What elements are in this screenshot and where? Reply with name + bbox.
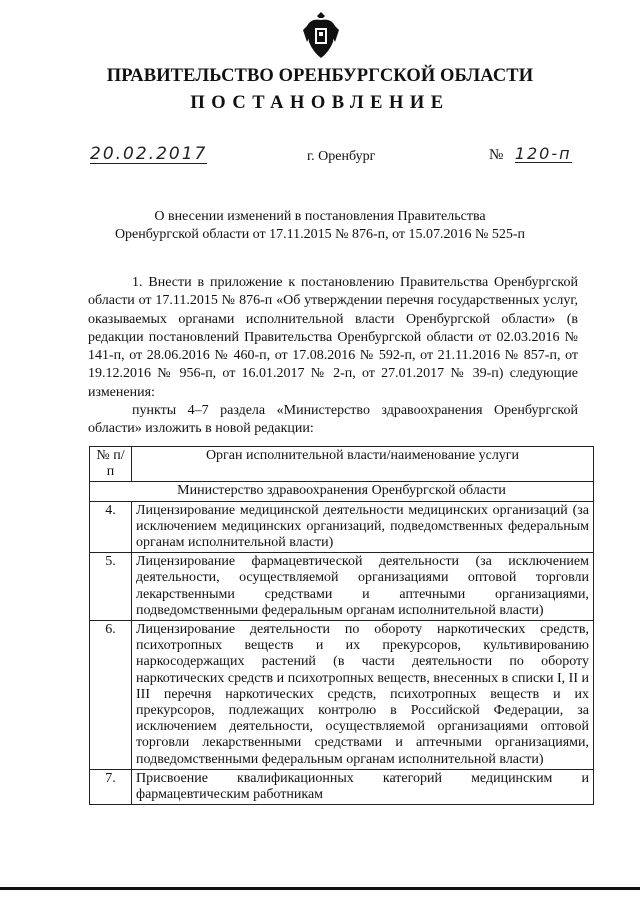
number-sign: №	[489, 147, 504, 163]
service-name: Лицензирование медицинской деятельности медицинских организаций (за исключением медицинских организаций, подведомственных федеральным органам исполнительной власти)	[132, 501, 594, 553]
subject-line-1: О внесении изменений в постановления Правительства	[154, 209, 486, 224]
row-number: 5.	[90, 553, 132, 621]
coat-of-arms-emblem	[303, 12, 339, 60]
government-title: ПРАВИТЕЛЬСТВО ОРЕНБУРГСКОЙ ОБЛАСТИ	[106, 66, 534, 86]
document-number-block	[489, 146, 572, 164]
document-city: г. Оренбург	[307, 149, 376, 164]
section-title: Министерство здравоохранения Оренбургской области	[90, 482, 594, 501]
body-paragraph-2: пункты 4–7 раздела «Министерство здравоохранения Оренбургской области» изложить в новой редакции:	[88, 403, 578, 437]
page-bottom-rule	[0, 887, 640, 890]
service-name: Лицензирование фармацевтической деятельности (за исключением деятельности, осуществляемой организациями оптовой торговли лекарственными средствами и аптечными организациями, подведомственными федеральным органам исполнительной власти)	[132, 553, 594, 621]
services-table	[89, 446, 594, 805]
row-number: 6.	[90, 621, 132, 770]
service-name: Присвоение квалификационных категорий медицинским и фармацевтическим работникам	[132, 769, 594, 804]
table-row	[90, 501, 594, 553]
row-number: 7.	[90, 769, 132, 804]
body-paragraph-1: 1. Внести в приложение к постановлению Правительства Оренбургской области от 17.11.2015 № 876-п «Об утверждении перечня государственных услуг, оказываемых органами исполнительной власти Оренбургской области» (в редакции постановлений Правительства Оренбургской области от 02.03.2016 № 141-п, от 28.06.2016 № 460-п, от 17.08.2016 № 592-п, от 21.11.2016 № 857-п, от 19.12.2016 № 956-п, от 16.01.2017 № 2-п, от 27.01.2017 № 39-п) следующие изменения:	[88, 275, 578, 400]
table-row	[90, 621, 594, 770]
document-subject	[80, 208, 560, 244]
table-row	[90, 769, 594, 804]
document-type: ПОСТАНОВЛЕНИЕ	[190, 93, 450, 113]
table-header-row	[90, 447, 594, 482]
row-number: 4.	[90, 501, 132, 553]
document-date: 20.02.2017	[90, 144, 208, 164]
document-number: 120-п	[514, 144, 572, 163]
table-row	[90, 553, 594, 621]
subject-line-2: Оренбургской области от 17.11.2015 № 876-п, от 15.07.2016 № 525-п	[114, 227, 526, 242]
header-num-cell: № п/п	[90, 447, 132, 482]
service-name: Лицензирование деятельности по обороту наркотических средств, психотропных веществ и их прекурсоров, культивированию наркосодержащих растений (в части деятельности по обороту наркотических средств и психотропных веществ, внесенных в списки I, II и III перечня наркотических средств, психотропных веществ и их прекурсоров, подлежащих контролю в Российской Федерации, за исключением деятельности, осуществляемой организациями оптовой торговли лекарственными средствами и аптечными организациями, подведомственными федеральным органам исполнительной власти)	[132, 621, 594, 770]
section-row	[90, 482, 594, 501]
header-name-cell: Орган исполнительной власти/наименование услуги	[132, 447, 594, 482]
body-text	[88, 274, 578, 439]
